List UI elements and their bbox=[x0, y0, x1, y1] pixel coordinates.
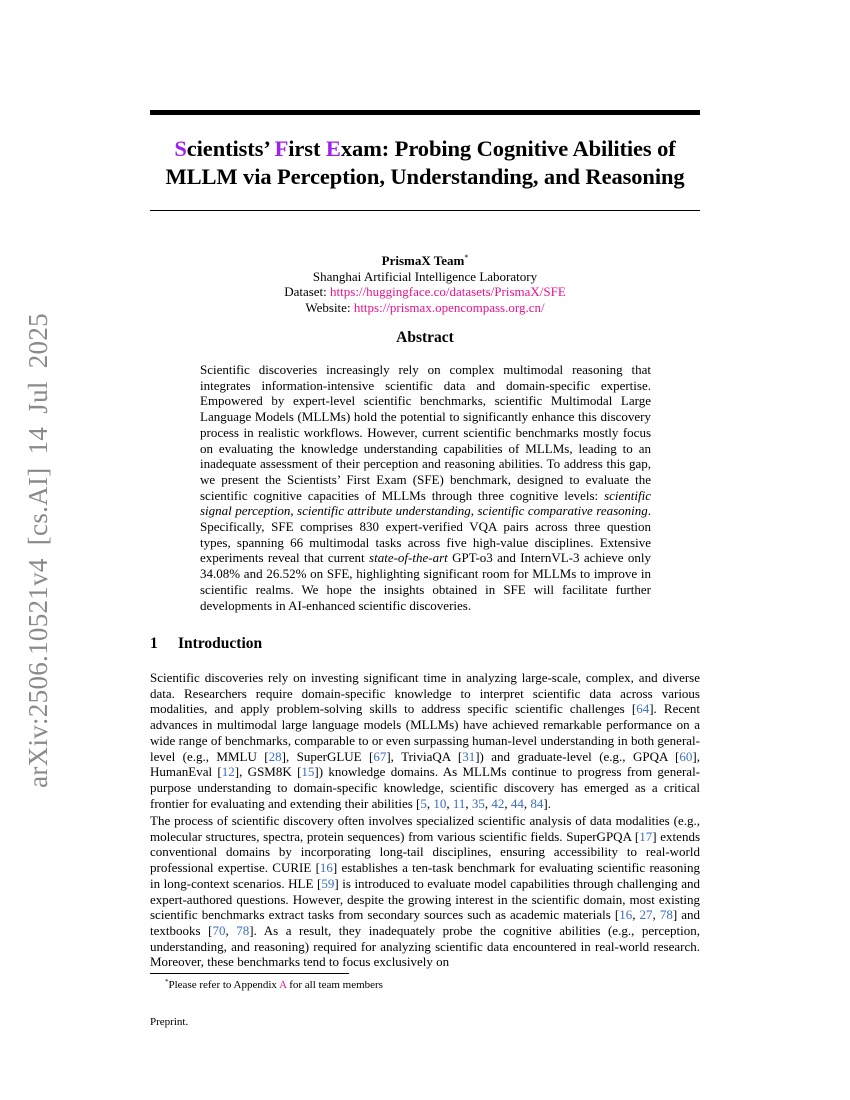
body-text: , bbox=[632, 907, 640, 923]
body-text: , bbox=[504, 795, 511, 811]
citation-link[interactable]: 31 bbox=[462, 748, 476, 764]
section-number: 1 bbox=[150, 635, 158, 652]
body-text: ] and textbooks [ bbox=[150, 907, 701, 938]
citation-link[interactable]: 60 bbox=[679, 748, 693, 764]
title-text: xam: Probing Cognitive Abilities of bbox=[340, 136, 676, 161]
citation-link[interactable]: 78 bbox=[659, 907, 673, 923]
body-text: Scientific discoveries rely on investing significant time in analyzing large-scale, complex, and diverse data. Researchers require domain-specific knowledge to interpret scientific data across various modalities, and apply problem-solving skills to address specific scientific challenges [ bbox=[150, 670, 700, 717]
body-text: ]) and graduate-level (e.g., GPQA [ bbox=[475, 748, 680, 764]
emphasis-text: state-of-the-art bbox=[369, 550, 448, 566]
dataset-line bbox=[150, 284, 700, 300]
body-text: ], SuperGLUE [ bbox=[281, 748, 374, 764]
section-heading-introduction bbox=[150, 635, 262, 653]
citation-link[interactable]: 42 bbox=[491, 795, 505, 811]
body-text: , bbox=[652, 907, 660, 923]
footnote-marker[interactable]: * bbox=[464, 253, 469, 262]
abstract-body bbox=[200, 362, 651, 613]
footnote-text-before: Please refer to Appendix bbox=[168, 979, 280, 991]
body-text: The process of scientific discovery often involves specialized scientific analysis of data modalities (e.g., molecular structures, spectra, protein sequences) from various scientific fields. SuperGPQA [ bbox=[150, 813, 700, 844]
title-accent-letter: S bbox=[174, 136, 187, 161]
affiliation: Shanghai Artificial Intelligence Laboratory bbox=[312, 268, 538, 284]
citation-link[interactable]: 15 bbox=[301, 764, 315, 780]
body-text: ] extends conventional domains by incorporating long-tail disciplines, ensuring accessibility to real-world professional expertise. CURIE [ bbox=[150, 828, 700, 876]
body-text: Scientific discoveries increasingly rely on complex multimodal reasoning that integrates information-intensive scientific data and domain-specific expertise. Empowered by expert-level scientific benchmarks, scientific Multimodal Large Language Models (MLLMs) hold the potential to significantly enhance this discovery process in realistic workflows. However, current scientific benchmarks mostly focus on evaluating the knowledge understanding capabilities of MLLMs, leading to an inadequate assessment of their perception and reasoning abilities. To address this gap, we present the Scientists’ First Exam (SFE) benchmark, designed to evaluate the scientific cognitive capacities of MLLMs through three cognitive levels: bbox=[200, 362, 651, 503]
emphasis-text: scientific comparative reasoning bbox=[477, 503, 648, 519]
body-text: . Specifically, SFE comprises 830 expert-verified VQA pairs across three question types, spanning 66 multimodal tasks across five high-value disciplines. Extensive experiments reveal that current bbox=[200, 503, 652, 566]
title-text: irst bbox=[288, 136, 326, 161]
section-title: Introduction bbox=[178, 635, 263, 652]
body-text: , bbox=[484, 795, 492, 811]
preprint-label: Preprint. bbox=[150, 1016, 189, 1028]
author-block bbox=[150, 250, 700, 315]
intro-paragraph-2 bbox=[150, 813, 700, 970]
citation-link[interactable]: 11 bbox=[452, 795, 466, 811]
title-line-2: MLLM via Perception, Understanding, and Reasoning bbox=[165, 164, 685, 189]
arxiv-identifier-stamp bbox=[18, 312, 58, 788]
citation-link[interactable]: 17 bbox=[639, 828, 653, 844]
body-text: ]. bbox=[543, 795, 552, 811]
body-text: ]. Recent advances in multimodal large language models (MLLMs) have achieved remarkable performance on a wide range of benchmarks, comparable to or even surpassing human-level understanding in both general-level (e.g., MMLU [ bbox=[150, 701, 700, 764]
arxiv-identifier-text: arXiv:2506.10521v4 [cs.AI] 14 Jul 2025 bbox=[22, 312, 53, 788]
body-text: ], TriviaQA [ bbox=[386, 748, 463, 764]
citation-link[interactable]: 10 bbox=[433, 795, 447, 811]
body-text: , bbox=[225, 922, 237, 938]
citation-link[interactable]: 70 bbox=[212, 922, 226, 938]
website-label: Website: bbox=[305, 299, 354, 315]
body-text: , bbox=[446, 795, 453, 811]
website-line bbox=[150, 300, 700, 316]
appendix-link[interactable]: A bbox=[279, 979, 287, 991]
citation-link[interactable]: 44 bbox=[510, 795, 524, 811]
citation-link[interactable]: 67 bbox=[373, 748, 387, 764]
body-text: ] establishes a ten-task benchmark for evaluating scientific reasoning in long-context scenarios. HLE [ bbox=[150, 860, 700, 891]
citation-link[interactable]: 16 bbox=[619, 907, 633, 923]
citation-link[interactable]: 64 bbox=[636, 701, 650, 717]
citation-link[interactable]: 84 bbox=[530, 795, 544, 811]
body-text: ], HumanEval [ bbox=[150, 748, 700, 780]
citation-link[interactable]: 78 bbox=[236, 922, 250, 938]
footnote bbox=[165, 976, 383, 992]
title-top-rule bbox=[150, 110, 700, 115]
body-text: ] is introduced to evaluate model capabilities through challenging and expert-authored questions. However, despite the growing interest in the scientific domain, most existing scientific benchmarks extract tasks from secondary sources such as academic materials [ bbox=[150, 875, 700, 923]
emphasis-text: scientific attribute understanding bbox=[297, 503, 471, 519]
body-text: ], GSM8K [ bbox=[234, 764, 302, 780]
body-text: GPT-o3 and InternVL-3 achieve only 34.08% and 26.52% on SFE, highlighting significant room for MLLMs to improve in scientific realms. We hope the insights obtained in SFE will facilitate further developments in AI-enhanced scientific discoveries. bbox=[200, 550, 652, 613]
citation-link[interactable]: 27 bbox=[639, 907, 653, 923]
body-text: ]) knowledge domains. As MLLMs continue to progress from general-purpose understanding to domain-specific knowledge, scientific discovery has emerged as a critical frontier for evaluating and extending their abilities [ bbox=[150, 764, 701, 811]
dataset-link[interactable]: https://huggingface.co/datasets/PrismaX/SFE bbox=[330, 284, 566, 299]
dataset-label: Dataset: bbox=[284, 284, 331, 299]
body-text: ]. As a result, they inadequately probe the cognitive abilities (e.g., perception, understanding, and reasoning) required for analyzing scientific data encountered in real-world research. Moreover, these benchmarks tend to focus exclusively on bbox=[150, 922, 700, 970]
abstract-heading: Abstract bbox=[396, 329, 454, 346]
body-text: , bbox=[465, 795, 472, 811]
title-bottom-rule bbox=[150, 210, 700, 211]
title-line-1 bbox=[150, 135, 700, 163]
title-accent-letter: E bbox=[325, 136, 341, 161]
author-team bbox=[150, 250, 700, 269]
body-text: , bbox=[426, 795, 434, 811]
website-link[interactable]: https://prismax.opencompass.org.cn/ bbox=[353, 299, 545, 315]
citation-link[interactable]: 59 bbox=[321, 875, 335, 891]
footnote-marker: * bbox=[165, 978, 169, 986]
emphasis-text: scientific signal perception bbox=[200, 487, 651, 519]
paper-title bbox=[150, 135, 700, 191]
body-text: , bbox=[290, 503, 298, 519]
body-text: , bbox=[523, 795, 531, 811]
citation-link[interactable]: 16 bbox=[319, 860, 333, 876]
title-accent-letter: F bbox=[274, 136, 289, 161]
footnote-rule bbox=[150, 973, 349, 974]
citation-link[interactable]: 35 bbox=[471, 795, 485, 811]
title-text: cientists’ bbox=[186, 136, 275, 161]
footnote-text-after: for all team members bbox=[286, 979, 383, 991]
citation-link[interactable]: 12 bbox=[221, 764, 235, 780]
body-text: , bbox=[470, 503, 478, 519]
intro-paragraph-1 bbox=[150, 670, 700, 811]
team-name: PrismaX Team bbox=[381, 253, 465, 268]
citation-link[interactable]: 28 bbox=[268, 748, 282, 764]
citation-link[interactable]: 5 bbox=[420, 795, 427, 811]
